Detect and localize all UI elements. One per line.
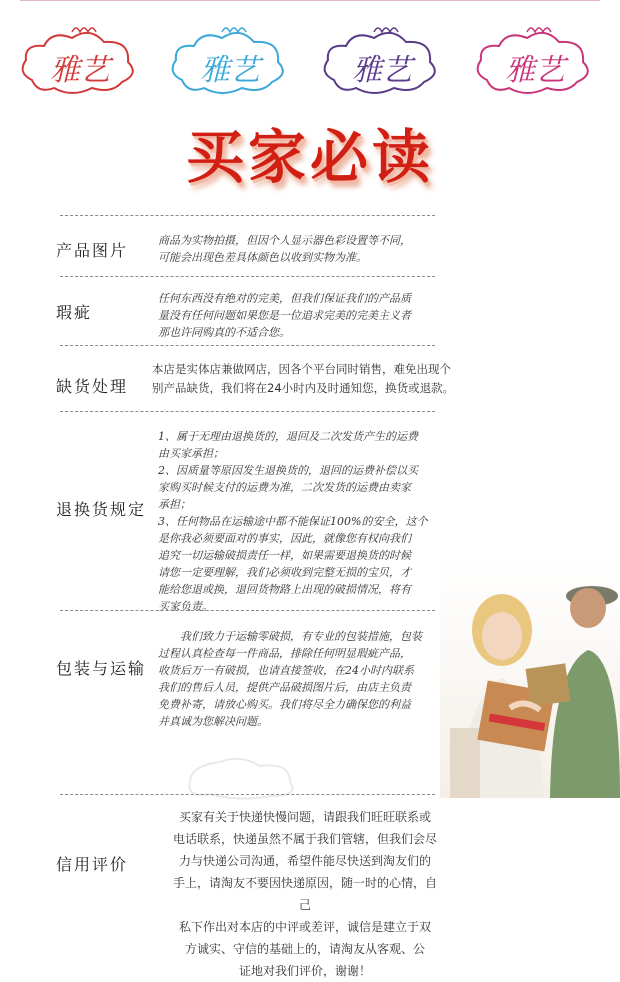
section-label-out-of-stock: 缺货处理 [56, 377, 129, 396]
section-divider [60, 215, 435, 216]
svg-text:雅艺: 雅艺 [200, 53, 260, 88]
svg-text:雅艺: 雅艺 [505, 53, 565, 88]
section-text-defects: 任何东西没有绝对的完美，但我们保证我们的产品质 量没有任何问题如果您是一位追求完美的完美主义者 那也许同购真的不适合您。 [158, 292, 411, 339]
brand-logo-magenta [467, 18, 597, 108]
section-divider [60, 610, 435, 611]
section-text-product-images: 商品为实物拍摄，但因个人显示器色彩设置等不同， 可能会出现色差具体颜色以收到实物为准。 [158, 234, 411, 264]
section-label-product-images: 产品图片 [56, 241, 129, 260]
section-divider [60, 345, 435, 346]
section-label-returns: 退换货规定 [56, 500, 147, 519]
logo-cloud-icon [12, 18, 142, 108]
page-title: 买家必读 [185, 123, 434, 191]
brand-logo-purple [314, 18, 444, 108]
logo-cloud-icon [162, 18, 292, 108]
section-text-credit-rating: 买家有关于快递快慢问题，请跟我们旺旺联系或 电话联系，快递虽然不属于我们管辖，但我们会尽 力与快递公司沟通，希望件能尽快送到淘友们的 手上，请淘友不要因快递原因，随一时的心情，自己 私下作出对本店的中评或差评，诚信是建立于双 方诚实、守信的基础上的，请淘友从客观、公 证地对我们评价，谢谢！ [172, 810, 437, 978]
section-label-credit-rating: 信用评价 [56, 855, 129, 874]
top-border-line [20, 0, 600, 1]
delivery-photo [440, 558, 620, 798]
svg-text:雅艺: 雅艺 [50, 53, 110, 88]
logo-cloud-icon [467, 18, 597, 108]
svg-text:雅艺: 雅艺 [352, 53, 412, 88]
section-text-returns: 1、属于无理由退换货的，退回及二次发货产生的运费 由买家承担； 2、因质量等原因发生退换货的，退回的运费补偿以买 家购买时候支付的运费为准，二次发货的运费由卖家 承担； 3、任何物品在运输途中都不能保证100%的安全，这个 是你我必须要面对的事实，因此，就像您有权向我们 追究一切运输破损责任一样，如果需要退换货的时候 请您一定要理解，我们必须收到完整无损的宝贝，才 能给您退或换，退回货物路上出现的破损情况，将有 买家负责。 [158, 430, 428, 613]
watermark [90, 752, 350, 810]
brand-logo-red [12, 18, 142, 108]
section-divider [60, 794, 435, 795]
section-label-defects: 瑕疵 [56, 303, 93, 322]
brand-logo-cyan [162, 18, 292, 108]
section-text-out-of-stock: 本店是实体店兼做网店，因各个平台同时销售，难免出现个 别产品缺货，我们将在24小时内及时通知您，换货或退款。 [152, 362, 455, 395]
logo-strip [12, 18, 608, 108]
section-label-packaging: 包装与运输 [56, 659, 147, 678]
delivery-person-image [440, 558, 620, 798]
logo-cloud-icon [314, 18, 444, 108]
section-divider [60, 411, 435, 412]
section-divider [60, 276, 435, 277]
section-text-packaging: 我们致力于运输零破损，有专业的包装措施，包装 过程认真检查每一件商品，排除任何明显瑕疵产品， 收货后万一有破损，也请直接签收，在24小时内联系 我们的售后人员，提供产品破损图片后，由店主负责 免费补寄，请放心购买。我们将尽全力确保您的利益 并真诚为您解决问题。 [158, 630, 422, 728]
